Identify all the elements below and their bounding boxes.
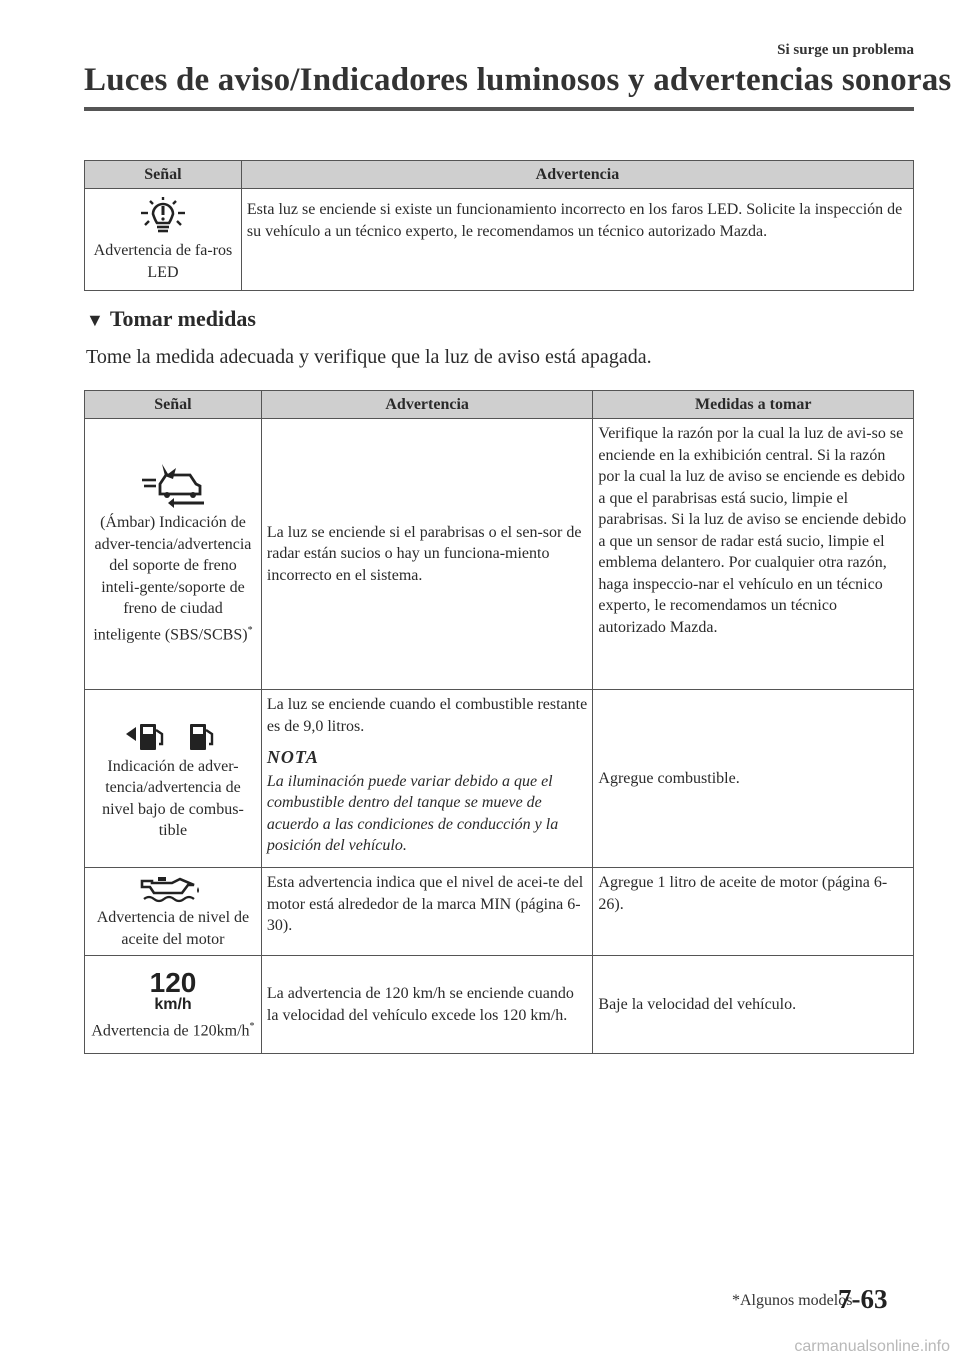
signal-label: Indicación de adver-tencia/advertencia de nivel bajo de combus-tible [102, 757, 244, 839]
column-header: Señal [85, 391, 262, 419]
action-text: Baje la velocidad del vehículo. [598, 995, 797, 1013]
signal-label: Advertencia de nivel de aceite del motor [96, 909, 250, 948]
note-text: La iluminación puede variar debido a que el combustible dentro del tanque se mueve de acuerdo a las condiciones de conducción y la posición del vehículo. [266, 772, 559, 854]
warning-cell [261, 956, 593, 1054]
triangle-down-icon: ▼ [86, 310, 104, 330]
svg-text:km/h: km/h [154, 995, 192, 1012]
warning-cell [261, 419, 593, 690]
table-row [85, 189, 914, 291]
low-fuel-icon [118, 716, 228, 752]
section-heading-text: Tomar medidas [109, 306, 256, 331]
warning-cell [261, 868, 593, 956]
note-heading: NOTA [266, 747, 319, 767]
action-text: Agregue combustible. [598, 769, 740, 787]
warning-table-2 [84, 390, 914, 1054]
warning-cell [261, 690, 593, 868]
engine-oil-level-icon [138, 873, 208, 903]
table-row [85, 868, 914, 956]
warning-text: Esta advertencia indica que el nivel de acei-te del motor está alrededor de la marca MIN (página 6-30). [266, 874, 584, 934]
watermark: carmanualsonline.info [794, 1338, 950, 1355]
signal-label: (Ámbar) Indicación de adver-tencia/advertencia del soporte de freno inteli-gente/soporte de freno de ciudad inteligente (SBS/SCBS)* [93, 514, 253, 644]
table-header-row [85, 391, 914, 419]
action-cell [593, 868, 914, 956]
action-cell [593, 956, 914, 1054]
warning-text: La luz se enciende si el parabrisas o el sen-sor de radar están sucios o hay un funciona-miento incorrecto en el sistema. [266, 523, 582, 584]
action-text: Verifique la razón por la cual la luz de avi-so se enciende en la exhibición central. Si la razón por la cual la luz de aviso se enciende es debido a que el parabrisas está sucio, limpie el parabrisas. Si la luz de aviso se enciende debido a que un sensor de radar está sucio, limpie el emblema delantero. Por cualquier otra razón, haga inspeccio-nar el vehículo en un técnico experto, le recomendamos un técnico autorizado Mazda. [598, 425, 907, 636]
action-cell [593, 419, 914, 690]
column-header: Advertencia [261, 391, 593, 419]
signal-cell [85, 956, 262, 1054]
action-cell [593, 690, 914, 868]
signal-label: Advertencia de fa-ros LED [93, 242, 233, 281]
table-row [85, 419, 914, 690]
warning-table-1 [84, 160, 914, 291]
table-row [85, 690, 914, 868]
svg-text:120: 120 [149, 967, 197, 998]
footnote: *Algunos modelos [732, 1292, 853, 1309]
table-header-row [85, 161, 914, 189]
signal-cell [85, 189, 242, 291]
header-rule [84, 107, 914, 111]
page-number: 7-63 [838, 1284, 888, 1314]
action-text: Agregue 1 litro de aceite de motor (página 6-26). [598, 874, 888, 913]
page-title: Luces de aviso/Indicadores luminosos y advertencias sonoras [84, 62, 952, 98]
signal-cell [85, 690, 262, 868]
section-intro: Tome la medida adecuada y verifique que la luz de aviso está apagada. [86, 346, 652, 368]
warning-cell [241, 189, 913, 291]
warning-text: Esta luz se enciende si existe un funcionamiento incorrecto en los faros LED. Solicite la inspección de su vehículo a un técnico experto, le recomendamos un técnico autorizado Mazda. [246, 201, 903, 240]
signal-cell [85, 419, 262, 690]
warning-text: La luz se enciende cuando el combustible restante es de 9,0 litros. [266, 696, 588, 735]
column-header: Medidas a tomar [593, 391, 914, 419]
signal-label: Advertencia de 120km/h* [91, 1020, 255, 1039]
warning-text: La advertencia de 120 km/h se enciende cuando la velocidad del vehículo excede los 120 km/h. [266, 985, 574, 1024]
section-heading [86, 306, 256, 332]
section-header: Si surge un problema [777, 42, 914, 58]
column-header: Señal [85, 161, 242, 189]
led-headlight-warning-icon [133, 196, 193, 236]
smart-brake-support-icon [138, 462, 208, 508]
signal-cell [85, 868, 262, 956]
column-header: Advertencia [241, 161, 913, 189]
table-row [85, 956, 914, 1054]
speed-120-icon [143, 968, 203, 1012]
